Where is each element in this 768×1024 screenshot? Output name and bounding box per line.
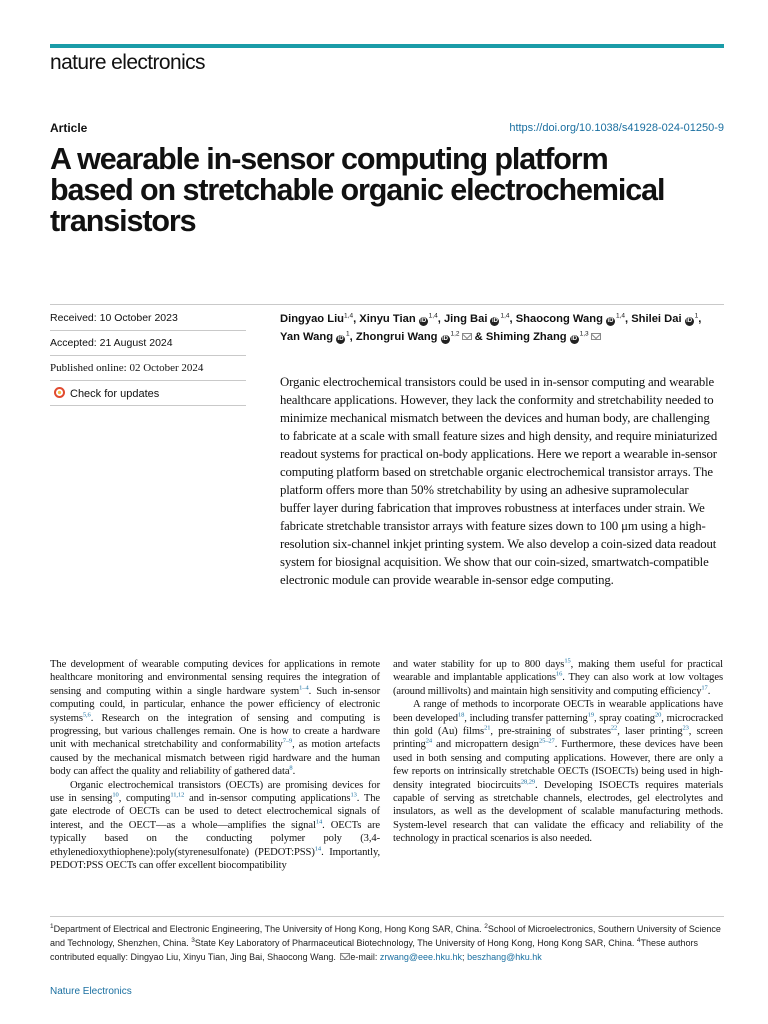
- orcid-icon[interactable]: iD: [420, 318, 427, 324]
- email-icon[interactable]: [462, 333, 472, 340]
- paragraph-text: , making them useful for practical wearable and implantable applications: [393, 659, 723, 684]
- received-date: Received: 10 October 2023: [50, 312, 178, 324]
- citation-ref[interactable]: 8: [289, 764, 293, 772]
- author-separator: ,: [624, 313, 632, 325]
- paragraph-text: Organic electrochemical transistors (OECTs) are promising devices for use in sensing: [50, 779, 380, 805]
- affiliations-footnote: $^1$Department of Electrical and Electronic Engineering, The University of Hong Kong, Hong Kong SAR, China. $^2$School of Microelectronics, Southern University of Science and Technology, Shenzhen, China. $^3$State Key Laboratory of Pharmaceutical Biotechnology, The University of Hong Kong, Hong Kong SAR, China. $^4$These authors contributed equally: Dingyao Liu, Xinyu Tian, Jing Bai, Shaocong Wang. e-mail: zrwang@eee.hku.hk; beszhang@hku.hk: [50, 923, 721, 962]
- date-divider: [50, 330, 246, 331]
- citation-ref[interactable]: 10: [112, 791, 119, 799]
- author-name: Shilei Dai: [631, 313, 682, 325]
- citation-ref[interactable]: 13: [350, 791, 357, 799]
- paragraph-text: , as motion artefacts caused by the mechanical mismatch between rigid hardware and the human body can affect the quality and reliability of gathered data: [50, 739, 380, 778]
- citation-ref[interactable]: 5,6: [82, 711, 91, 719]
- email-icon[interactable]: [591, 333, 601, 340]
- author-separator: ,: [698, 313, 702, 325]
- footnote-divider: [50, 916, 724, 917]
- email-icon: [340, 953, 350, 960]
- body-paragraph: [393, 658, 723, 698]
- author-affiliation-sup: 1,4: [344, 312, 354, 320]
- published-date: Published online: 02 October 2024: [50, 362, 204, 374]
- author-name: Yan Wang: [280, 331, 334, 343]
- paragraph-text: , including transfer patterning: [464, 712, 588, 724]
- citation-ref[interactable]: 22: [610, 724, 618, 732]
- paragraph-text: . Such in-sensor computing could, in particular, enhance the power efficiency of electronic systems: [50, 685, 381, 724]
- author-name: Shaocong Wang: [515, 313, 603, 325]
- email-link[interactable]: zrwang@eee.hku.hk: [379, 951, 463, 962]
- check-updates-icon: [54, 387, 65, 398]
- paragraph-text: , laser printing: [617, 726, 683, 738]
- header-divider: [50, 304, 724, 305]
- paragraph-text: . Developing ISOECTs requires materials capable of serving as stretchable channels, electrodes, gel electrolytes and insulators, as well as the development of scalable manufacturing methods. System-level research that can validate the efficacy and reliability of the technology in practical scenarios is also needed.: [393, 779, 723, 845]
- date-divider: [50, 405, 246, 406]
- citation-ref[interactable]: 1–4: [299, 684, 309, 692]
- orcid-icon[interactable]: iD: [607, 318, 614, 324]
- author: [516, 313, 625, 325]
- paragraph-text: , spray coating: [594, 712, 655, 724]
- paragraph-text: .: [707, 685, 711, 697]
- accepted-date: Accepted: 21 August 2024: [50, 337, 173, 349]
- journal-name[interactable]: nature electronics: [50, 51, 205, 74]
- paragraph-text: and in-sensor computing applications: [184, 793, 351, 805]
- author-affiliation-sup: 1,4: [500, 312, 510, 320]
- author-affiliation-sup: 1,4: [615, 312, 625, 320]
- check-for-updates-button[interactable]: [50, 387, 246, 400]
- author-name: Shiming Zhang: [485, 331, 567, 343]
- author: [631, 313, 698, 325]
- doi-link[interactable]: https://doi.org/10.1038/s41928-024-01250-9: [509, 122, 724, 134]
- author-separator: ,: [437, 313, 444, 325]
- author-affiliation-sup: 1: [346, 330, 350, 338]
- citation-ref[interactable]: 16: [555, 670, 563, 678]
- paragraph-text: . Importantly, PEDOT:PSS OECTs can offer excellent biocompatibility: [50, 846, 381, 872]
- date-divider: [50, 380, 246, 381]
- body-paragraph: [50, 658, 380, 779]
- author: [280, 313, 353, 325]
- paragraph-text: , screen printing: [393, 726, 723, 751]
- citation-ref[interactable]: 20: [654, 711, 662, 719]
- author-separator: ,: [509, 313, 516, 325]
- author: [444, 313, 510, 325]
- citation-ref[interactable]: 18: [457, 711, 465, 719]
- author-name: Jing Bai: [443, 313, 488, 325]
- author-separator: ,: [349, 331, 356, 343]
- paragraph-text: . The gate electrode of OECTs can be used to detect electrochemical signals of interest, and the OECT—as a whole—amplifies the signal: [50, 793, 381, 831]
- abstract: Organic electrochemical transistors could be used in in-sensor computing and wearable healthcare applications. However, they lack the conformity and stretchability needed to minimize mechanical mismatch between the devices and human body, are challenging to fabricate at a scale with small feature sizes and high density, and require miniaturized readout systems for practical on-body applications. Here we report a wearable in-sensor computing platform based on stretchable organic electrochemical transistor arrays. The platform offers more than 50% stretchability by using an adhesive supramolecular buffer layer during fabrication that improves robustness at interfaces under strain. We fabricate stretchable transistor arrays with feature sizes down to 100 μm using a high-resolution six-channel inkjet printing system. We also develop a coin-sized data readout system for biosignal acquisition. We show that our coin-sized, smartwatch-compatible electronic module can provide wearable in-sensor edge computing.: [280, 375, 718, 587]
- author: [359, 313, 437, 325]
- body-paragraph: [50, 779, 380, 873]
- author: [356, 331, 472, 343]
- body-paragraph: [393, 698, 723, 845]
- paragraph-text: .: [292, 766, 296, 778]
- author-list: [280, 310, 730, 346]
- author: [486, 331, 601, 343]
- paragraph-text: . OECTs are typically based on the conducting polymer poly (3,4-ethylenedioxythiophene):poly(styrenesulfonate) (PEDOT:PSS): [50, 819, 380, 858]
- body-column-left: [50, 658, 380, 873]
- citation-ref[interactable]: 19: [587, 711, 594, 719]
- citation-ref[interactable]: 21: [484, 724, 491, 732]
- check-updates-label: Check for updates: [70, 388, 160, 400]
- paragraph-text: . Furthermore, these devices have been used in both sensing and computing applications. However, there are only a few reports on intrinsically stretchable OECTs (ISOECTs) being used in high-density integrated biocircuits: [393, 739, 723, 791]
- citation-ref[interactable]: 24: [425, 737, 433, 745]
- date-divider: [50, 355, 246, 356]
- author-name: Zhongrui Wang: [355, 331, 438, 343]
- paragraph-text: and micropattern design: [432, 739, 539, 751]
- citation-ref[interactable]: 14: [314, 845, 322, 853]
- citation-ref[interactable]: 11,12: [170, 791, 185, 799]
- author-affiliation-sup: 1: [694, 312, 699, 320]
- citation-ref[interactable]: 14: [315, 818, 323, 826]
- citation-ref[interactable]: 17: [701, 684, 708, 692]
- orcid-icon[interactable]: iD: [571, 336, 578, 342]
- paragraph-text: . Research on the integration of sensing and computing is progressing, but various challenges remain. One is how to create a hardware unit with mechanical stretchability and conformability: [50, 712, 380, 751]
- citation-ref[interactable]: 23: [682, 724, 689, 732]
- paragraph-text: . They can also work at low voltages (around millivolts) and maintain high sensitivity and computing efficiency: [393, 672, 723, 697]
- paragraph-text: , pre-straining of substrates: [490, 726, 611, 738]
- paragraph-text: , microcracked thin gold (Au) films: [393, 712, 724, 738]
- orcid-icon[interactable]: iD: [686, 318, 693, 324]
- orcid-icon[interactable]: iD: [491, 318, 498, 324]
- paragraph-text: The development of wearable computing devices for applications in remote healthcare monitoring and environmental sensing requires the integration of sensing and computing within a single hardware system: [50, 659, 380, 697]
- author-affiliation-sup: 1,4: [428, 312, 438, 320]
- body-column-right: [393, 658, 723, 846]
- paragraph-text: A range of methods to incorporate OECTs in wearable applications have been developed: [393, 699, 723, 724]
- citation-ref[interactable]: 25–27: [538, 737, 555, 745]
- article-title: A wearable in-sensor computing platform based on stretchable organic electrochemical transistors: [50, 142, 665, 238]
- author-separator: ,: [353, 313, 360, 325]
- author-name: Xinyu Tian: [359, 313, 416, 325]
- journal-color-bar: [50, 44, 724, 48]
- citation-ref[interactable]: 28,29: [520, 778, 536, 786]
- author-name: Dingyao Liu: [280, 313, 345, 325]
- orcid-icon[interactable]: iD: [442, 336, 448, 342]
- paragraph-text: and water stability for up to 800 days: [393, 659, 565, 670]
- citation-ref[interactable]: 7–9: [282, 737, 293, 745]
- email-link[interactable]: beszhang@hku.hk: [467, 951, 542, 962]
- author-affiliation-sup: 1,2: [450, 330, 460, 338]
- author-affiliation-sup: 1,3: [579, 330, 589, 338]
- footer-journal-link[interactable]: Nature Electronics: [50, 986, 132, 997]
- author: [280, 331, 350, 343]
- author-separator: &: [471, 331, 486, 343]
- orcid-icon[interactable]: iD: [337, 336, 344, 342]
- article-type-label: Article: [50, 121, 88, 135]
- citation-ref[interactable]: 15: [564, 657, 571, 665]
- paragraph-text: , computing: [118, 793, 171, 805]
